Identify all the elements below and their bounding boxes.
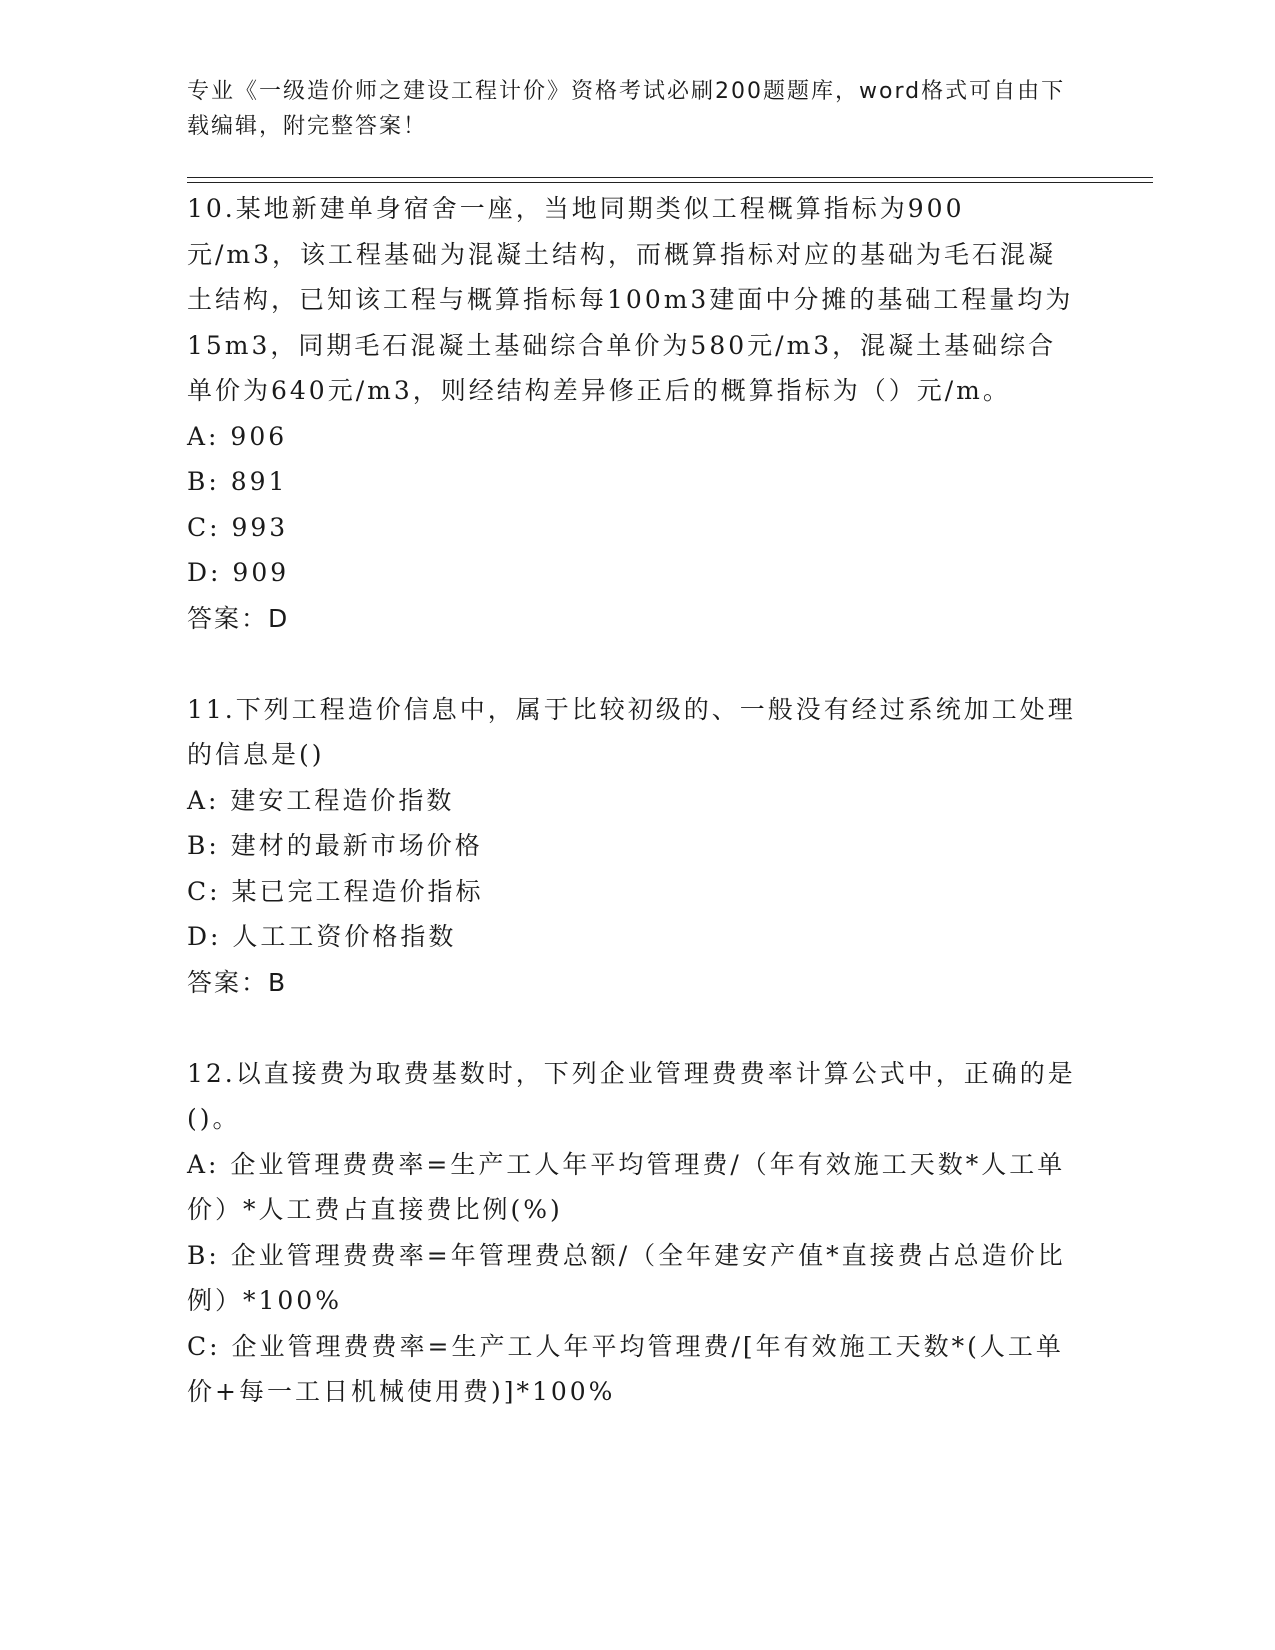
question-stem: 11.下列工程造价信息中，属于比较初级的、一般没有经过系统加工处理的信息是(): [187, 694, 1076, 769]
option-d: D: 909: [187, 558, 290, 587]
question-11: [187, 687, 1077, 1006]
question-list: [187, 186, 1077, 1415]
question-stem: 12.以直接费为取费基数时，下列企业管理费费率计算公式中，正确的是()。: [187, 1058, 1076, 1133]
question-spacer: [187, 1005, 1077, 1051]
question-stem: 10.某地新建单身宿舍一座，当地同期类似工程概算指标为900元/m3，该工程基础为混凝土结构，而概算指标对应的基础为毛石混凝土结构，已知该工程与概算指标每100m3建面中分摊的基础工程量均为15m3，同期毛石混凝土基础综合单价为580元/m3，混凝土基础综合单价为640元/m3，则经结构差异修正后的概算指标为（）元/m。: [187, 194, 1074, 405]
header-rule-bottom: [187, 182, 1153, 183]
answer: 答案：D: [187, 603, 290, 633]
question-12: [187, 1051, 1077, 1415]
option-c: C: 993: [187, 512, 289, 542]
option-a: A: 企业管理费费率=生产工人年平均管理费/（年有效施工天数*人工单价）*人工费占直接费比例(%): [187, 1149, 1066, 1224]
option-c: C: 企业管理费费率=生产工人年平均管理费/[年有效施工天数*(人工单价+每一工日机械使用费)]*100%: [187, 1331, 1064, 1406]
option-b: B: 企业管理费费率=年管理费总额/（全年建安产值*直接费占总造价比例）*100%: [187, 1240, 1066, 1315]
option-c: C: 某已完工程造价指标: [187, 876, 484, 906]
option-d: D: 人工工资价格指数: [187, 922, 457, 951]
option-a: A: 建安工程造价指数: [187, 785, 455, 815]
header-rule-top: [187, 177, 1153, 178]
question-spacer: [187, 641, 1077, 687]
option-b: B: 建材的最新市场价格: [187, 831, 483, 860]
option-a: A: 906: [187, 421, 288, 451]
document-header: 专业《一级造价师之建设工程计价》资格考试必刷200题题库，word格式可自由下载编辑，附完整答案！: [187, 79, 1066, 139]
option-b: B: 891: [187, 467, 288, 496]
answer: 答案：B: [187, 967, 288, 997]
question-10: [187, 186, 1077, 641]
